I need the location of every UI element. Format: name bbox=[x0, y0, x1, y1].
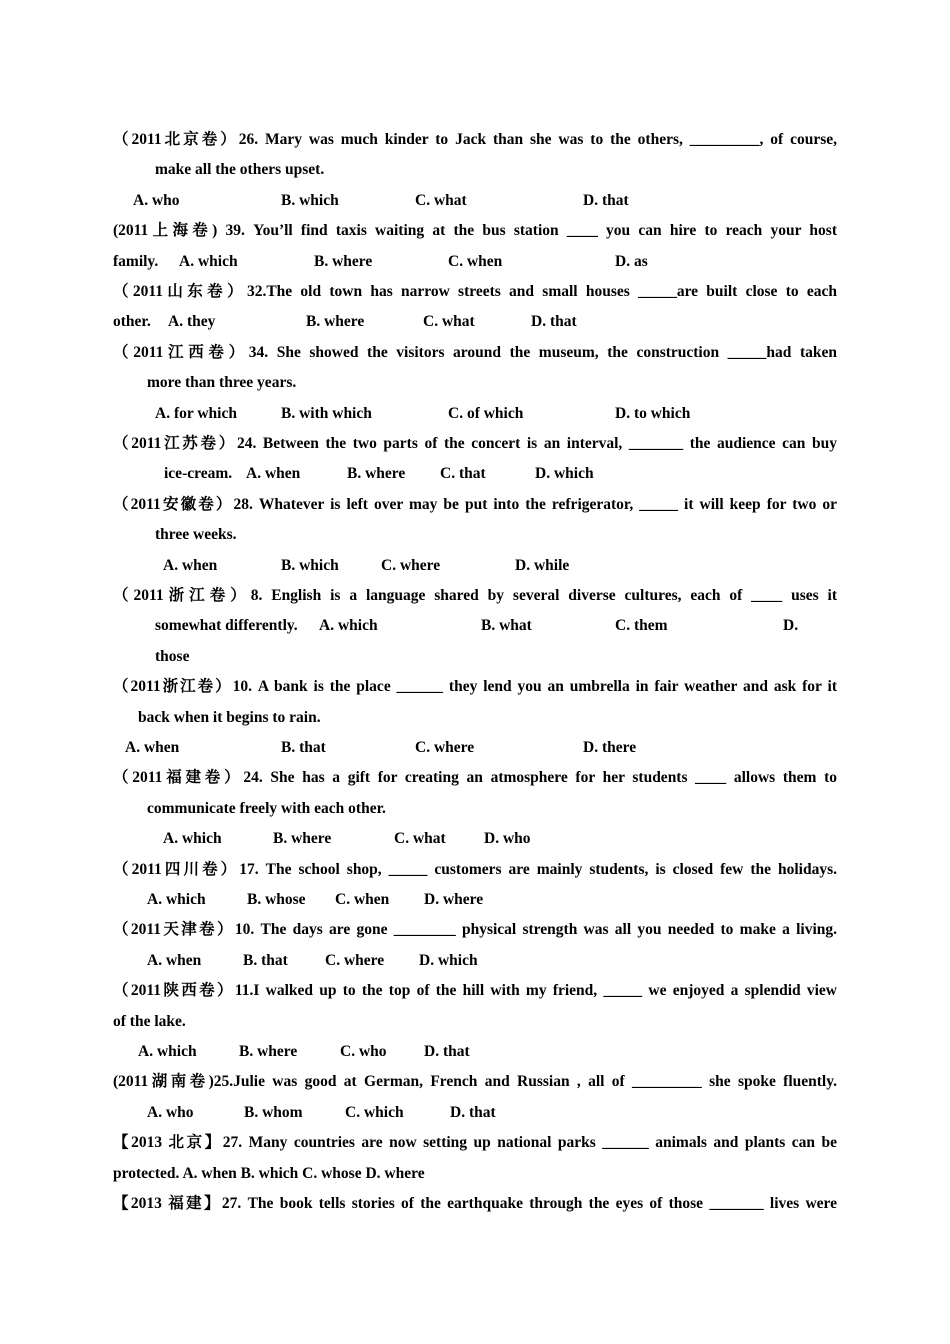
option-text: B. with which bbox=[281, 404, 372, 422]
option-text: C. where bbox=[415, 739, 475, 756]
option-text: B. where bbox=[306, 313, 365, 331]
option-text: A. which bbox=[319, 617, 378, 635]
option-text: B. where bbox=[347, 465, 406, 483]
option-text: B. where bbox=[273, 830, 332, 848]
option-text: D. where bbox=[424, 891, 484, 908]
option-text: D. which bbox=[535, 465, 594, 483]
text-line: （2011浙江卷）8. English is a language shared by several diverse cultures, each of ____ uses it bbox=[113, 587, 837, 604]
text-line: （2011天津卷）10. The days are gone ________ physical strength was all you needed to make a living. bbox=[113, 921, 837, 939]
text-line: (2011湖南卷)25.Julie was good at German, French and Russian , all of _________ she spoke fluently. bbox=[113, 1073, 837, 1091]
option-text: C. who bbox=[340, 1043, 387, 1060]
option-text: A. who bbox=[133, 191, 180, 209]
text-line: （2011浙江卷）10. A bank is the place ______ they lend you an umbrella in fair weather and ask for it bbox=[113, 678, 837, 696]
option-text: C. when bbox=[335, 891, 390, 908]
text-line: protected. A. when B. which C. whose D. where bbox=[113, 1164, 425, 1182]
option-text: family. bbox=[113, 252, 159, 270]
option-text: D. that bbox=[531, 313, 577, 331]
option-text: D. bbox=[783, 617, 799, 635]
option-text: D. that bbox=[450, 1103, 496, 1121]
option-text: D. as bbox=[615, 252, 648, 270]
option-text: other. bbox=[113, 313, 151, 331]
option-text: C. where bbox=[325, 951, 385, 969]
text-line: communicate freely with each other. bbox=[147, 799, 386, 817]
option-text: C. what bbox=[423, 313, 475, 331]
text-line: （2011四川卷）17. The school shop, _____ customers are mainly students, is closed few the holidays. bbox=[113, 860, 837, 878]
option-text: D. to which bbox=[615, 404, 691, 422]
option-text: C. where bbox=[381, 556, 441, 574]
option-text: C. of which bbox=[448, 404, 524, 422]
text-line bbox=[113, 1102, 837, 1124]
option-text: A. for which bbox=[155, 404, 237, 422]
option-text: C. what bbox=[394, 830, 446, 848]
text-line bbox=[113, 950, 837, 972]
text-line bbox=[113, 311, 837, 333]
option-text: D. who bbox=[484, 830, 531, 848]
text-line bbox=[113, 190, 837, 212]
text-line bbox=[113, 251, 837, 273]
option-text: B. where bbox=[314, 252, 373, 270]
option-text: B. what bbox=[481, 617, 532, 635]
option-text: A. when bbox=[125, 739, 180, 756]
text-line bbox=[113, 555, 837, 577]
option-text: B. that bbox=[243, 951, 288, 969]
text-line bbox=[113, 463, 837, 485]
text-line: （2011北京卷）26. Mary was much kinder to Jack than she was to the others, _________, of course, bbox=[113, 131, 837, 148]
option-text: A. when bbox=[163, 556, 218, 574]
option-text: D. that bbox=[583, 191, 629, 209]
text-line bbox=[113, 403, 837, 425]
option-text: B. whom bbox=[244, 1103, 303, 1121]
option-text: C. which bbox=[345, 1103, 404, 1121]
option-text: C. them bbox=[615, 617, 668, 635]
text-line bbox=[113, 828, 837, 850]
option-text: B. where bbox=[239, 1043, 298, 1060]
option-text: A. when bbox=[147, 951, 202, 969]
option-text: C. when bbox=[448, 252, 503, 270]
option-text: A. which bbox=[147, 891, 206, 908]
text-line bbox=[113, 737, 837, 759]
option-text: D. that bbox=[424, 1043, 470, 1060]
text-line: 【2013 北京】27. Many countries are now setting up national parks ______ animals and plants can be bbox=[113, 1134, 837, 1152]
text-line bbox=[113, 615, 837, 637]
option-text: D. which bbox=[419, 951, 478, 969]
text-line: three weeks. bbox=[155, 526, 237, 544]
option-text: D. there bbox=[583, 739, 637, 756]
text-line bbox=[113, 1041, 837, 1063]
option-text: A. they bbox=[168, 313, 216, 331]
option-text: somewhat differently. bbox=[155, 617, 298, 635]
option-text: ice-cream. bbox=[164, 465, 233, 483]
option-text: C. what bbox=[415, 191, 467, 209]
text-line: back when it begins to rain. bbox=[138, 708, 321, 726]
option-text: A. which bbox=[138, 1043, 197, 1060]
text-line: （2011江西卷）34. She showed the visitors around the museum, the construction _____had taken bbox=[113, 343, 837, 361]
option-text: B. that bbox=[281, 739, 326, 756]
option-text: A. which bbox=[179, 252, 238, 270]
option-text: D. while bbox=[515, 556, 570, 574]
text-line: 【2013 福建】27. The book tells stories of the earthquake through the eyes of those _______ lives were bbox=[113, 1195, 837, 1212]
text-line: （2011福建卷）24. She has a gift for creating an atmosphere for her students ____ allows them to bbox=[113, 769, 837, 787]
option-text: B. which bbox=[281, 556, 339, 574]
text-line: （2011山东卷）32.The old town has narrow streets and small houses _____are built close to each bbox=[113, 283, 837, 300]
text-line: (2011上海卷) 39. You’ll find taxis waiting at the bus station ____ you can hire to reach your host bbox=[113, 222, 837, 240]
option-text: A. when bbox=[246, 465, 301, 483]
option-text: A. which bbox=[163, 830, 222, 848]
text-line bbox=[113, 889, 837, 911]
option-text: C. that bbox=[440, 465, 486, 483]
text-line: （2011江苏卷）24. Between the two parts of the concert is an interval, _______ the audience can buy bbox=[113, 435, 837, 452]
text-line: those bbox=[155, 647, 190, 665]
option-text: B. which bbox=[281, 191, 339, 209]
text-line: more than three years. bbox=[147, 374, 297, 392]
text-line: of the lake. bbox=[113, 1012, 186, 1030]
option-text: B. whose bbox=[247, 891, 306, 908]
text-line: （2011安徽卷）28. Whatever is left over may be put into the refrigerator, _____ it will keep for two or bbox=[113, 495, 837, 513]
text-line: make all the others upset. bbox=[155, 161, 325, 179]
text-line: （2011陕西卷）11.I walked up to the top of the hill with my friend, _____ we enjoyed a splendid view bbox=[113, 982, 837, 1000]
option-text: A. who bbox=[147, 1103, 194, 1121]
